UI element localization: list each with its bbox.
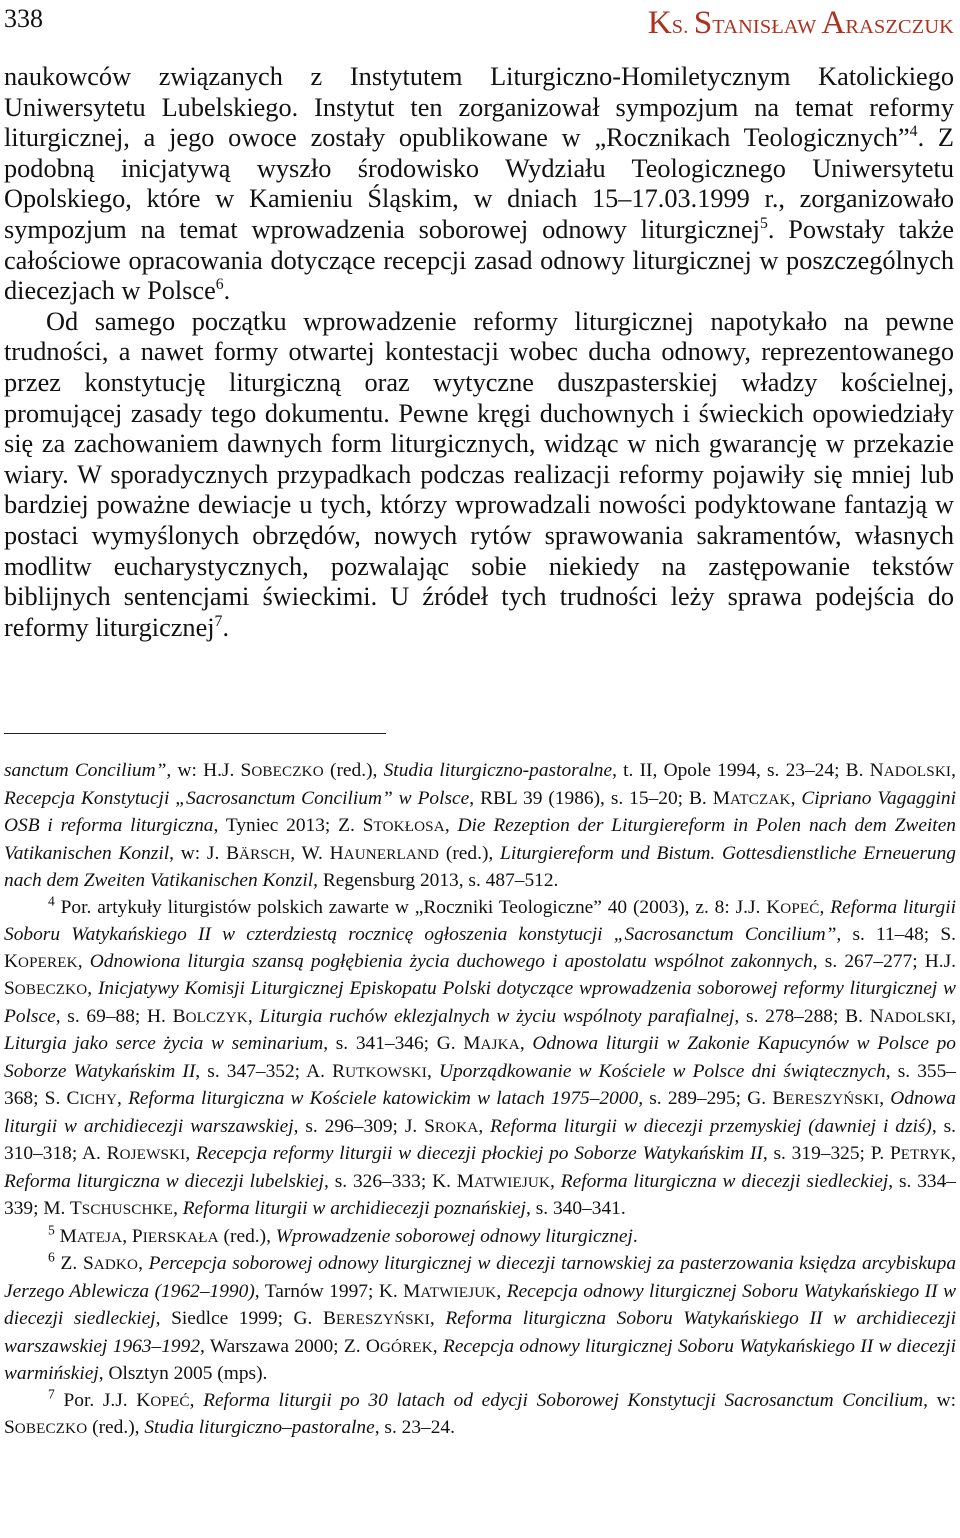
text-run: , t. II, Opole 1994, s. 23–24; B. xyxy=(612,760,870,781)
italic-title: Liturgiereform und Bistum. Gottesdienstliche Erneuerung nach dem Zweiten Vatikanischen Konzil xyxy=(4,842,956,891)
text-run: N xyxy=(869,1005,884,1027)
text-run: OBECZKO xyxy=(14,982,88,998)
text-run: , xyxy=(951,760,956,781)
footnote-7 xyxy=(4,1388,956,1443)
text-run: OBECZKO xyxy=(14,1421,88,1437)
text-run: (red.), xyxy=(439,842,501,864)
italic-title: Odnowa liturgii w archidiecezji warszawskiej xyxy=(4,1088,956,1137)
text-run: ATEJA xyxy=(76,1229,123,1246)
text-run: M xyxy=(712,787,730,809)
text-run: M xyxy=(59,1225,77,1247)
text-run: , xyxy=(77,950,90,972)
italic-title: Die Rezeption der Liturgiereform in Polen nach dem Zweiten Vatikanischen Konzil xyxy=(4,815,957,864)
text-run: K xyxy=(766,896,781,918)
text-run: , xyxy=(444,815,458,836)
text-run: AUNERLAND xyxy=(343,846,440,863)
italic-title: Reforma liturgiczna w Kościele katowickim w latach 1975–2000 xyxy=(128,1088,639,1109)
text-run: , s. 340–341. xyxy=(526,1198,626,1219)
text-run: , s. 11–48; S. xyxy=(836,924,957,945)
footnote-ref[interactable]: 4 xyxy=(909,123,918,141)
italic-title: Reforma liturgii w diecezji przemyskiej (dawniej i dziś) xyxy=(490,1115,932,1137)
footnote-5 xyxy=(4,1224,956,1252)
text-run: , Tarnów 1997; K. xyxy=(254,1280,404,1302)
text-run: , RBL 39 (1986), s. 15–20; B. xyxy=(469,787,713,809)
text-run: OPEĆ xyxy=(150,1393,190,1410)
text-run: M xyxy=(403,1280,421,1302)
text-run: M xyxy=(463,1033,481,1054)
paragraph: Od samego początku wprowadzenie reformy liturgicznej napotykało na pewne trudności, a nawet formy otwartej kontestacji wobec ducha odnowy, reprezentowanego przez konstytucję liturgiczną oraz wytyczne duszpasterskiej władzy kościelnej, promującej zasady tego dokumentu. Pewne kręgi duchownych i świeckich opowiedziały się za zachowaniem dawnych form liturgicznych, widząc w nich gwarancję w przekazie wiary. W sporadycznych przypadkach podczas realizacji reformy pojawiły się mniej lub bardziej poważne dewiacje u tych, którzy wprowadzali nowości podyktowane fantazją w postaci wymyślonych obrzędów, nowych rytów sprawowania sakramentów, własnych modlitw eucharystycznych, pozwalając sobie niekiedy na zastępowanie tekstów biblijnych sentencjami świeckimi. U źródeł tych trudności leży sprawa podejścia do reformy liturgicznej$^7$. xyxy=(4,306,954,642)
footnote-number: 6 xyxy=(48,1249,55,1265)
italic-title: Percepcja soborowej odnowy liturgicznej w diecezji tarnowskiej za pasterzowania księdza arcybiskupa Jerzego Ablewicza (1962–1990) xyxy=(4,1253,957,1302)
body-text xyxy=(4,62,954,643)
text-run: T xyxy=(69,1198,82,1219)
text-run: , xyxy=(432,1335,443,1357)
text-run: S xyxy=(82,1253,94,1274)
text-run: , xyxy=(87,978,98,999)
text-run: P xyxy=(131,1225,143,1247)
text-run: , xyxy=(189,1389,204,1411)
text-run: IERSKAŁA xyxy=(142,1229,219,1246)
text-run: , xyxy=(138,1253,149,1274)
text-run: O xyxy=(365,1335,380,1357)
text-run: , xyxy=(550,1170,561,1192)
text-run: R xyxy=(106,1143,120,1164)
text-run: . xyxy=(632,1225,638,1247)
text-run: B xyxy=(172,1005,186,1027)
footnote-number: 5 xyxy=(48,1222,55,1238)
text-run: P xyxy=(890,1143,901,1164)
text-run: ADOLSKI xyxy=(883,764,952,780)
footnote-continuation xyxy=(4,758,956,895)
text-run: , xyxy=(429,1308,446,1329)
italic-title: Recepcja reformy liturgii w diecezji płockiej po Soborze Watykańskim II xyxy=(195,1143,763,1164)
italic-title: Odnowiona liturgia szansą pogłębienia życia duchowego i apostolatu wspólnot zakonnych xyxy=(89,950,813,972)
italic-title: Studia liturgiczno-pastoralne xyxy=(383,760,613,781)
text-run: , xyxy=(122,1225,132,1247)
text-run: OPEĆ xyxy=(780,900,820,917)
text-run: , s. 289–295; G. xyxy=(638,1088,773,1109)
text-run: , xyxy=(790,787,802,809)
italic-title: Reforma liturgiczna w diecezji siedleckiej xyxy=(560,1170,889,1192)
text-run: N xyxy=(869,760,884,781)
text-run: R xyxy=(332,1060,346,1082)
text-run: B xyxy=(772,1088,786,1109)
running-head-author: KS. STANISŁAW ARASZCZUK xyxy=(647,4,954,41)
italic-title: Reforma liturgiczna Soboru Watykańskiego II w archidiecezji warszawskiej 1963–1992 xyxy=(4,1308,956,1357)
text-run: OBECZKO xyxy=(251,764,324,780)
text-run: B xyxy=(226,842,240,864)
text-run: ADOLSKI xyxy=(883,1009,952,1026)
text-run: Por. J.J. xyxy=(54,1389,137,1411)
italic-title: Liturgia ruchów eklezjalnych w życiu wspólnoty parafialnej xyxy=(259,1005,735,1027)
text-run: , s. 278–288; B. xyxy=(734,1005,870,1027)
text-run: , s. 347–352; A. xyxy=(195,1060,333,1082)
paragraph: naukowców związanych z Instytutem Liturgiczno-Homiletycznym Katolickiego Uniwersytetu Lubelskiego. Instytut ten zorganizował sympozjum na temat reformy liturgicznej, a jego owoce zostały opublikowane w „Rocznikach Teologicznych”$^4$. Z podobną inicjatywą wyszło środowisko Wydziału Teologicznego Uniwersytetu Opolskiego, które w Kamieniu Śląskim, w dniach 15–17.03.1999 r., zorganizowało sympozjum na temat wprowadzenia soborowej odnowy liturgicznej$^5$. Powstały także całościowe opracowania dotyczące recepcji zasad odnowy liturgicznej w poszczególnych diecezjach w Polsce$^6$. xyxy=(4,62,955,306)
text-run: H xyxy=(329,842,344,864)
italic-title: sanctum Concilium” xyxy=(4,760,167,781)
italic-title: Odnowa liturgii w Zakonie Kapucynów w Polsce po Soborze Watykańskim II xyxy=(4,1033,956,1082)
text-run: S xyxy=(240,760,252,781)
text-run: ERESZYŃSKI xyxy=(335,1312,430,1328)
text-run: , Warszawa 2000; Z. xyxy=(200,1335,366,1357)
text-run: ATCZAK xyxy=(729,791,791,808)
footnote-ref[interactable]: 5 xyxy=(759,215,768,233)
text-run: , xyxy=(247,1005,260,1027)
italic-title: Reforma liturgii Soboru Watykańskiego II w czterdziestą rocznicę ogłoszenia konstytucji „Sacrosanctum Concilium” xyxy=(4,896,957,945)
footnote-number: 7 xyxy=(48,1386,55,1402)
text-run: TOKŁOSA xyxy=(373,819,445,835)
footnote-ref[interactable]: 7 xyxy=(214,612,223,630)
page-header xyxy=(4,2,954,41)
italic-title: Wprowadzenie soborowej odnowy liturgicznej xyxy=(275,1225,633,1247)
text-run: , xyxy=(819,896,831,918)
text-run: ETRYK xyxy=(900,1147,952,1163)
text-run: AJKA xyxy=(480,1037,520,1053)
text-run: (red.), xyxy=(87,1417,145,1438)
text-run: GÓREK xyxy=(379,1339,433,1356)
text-run: S xyxy=(424,1115,435,1137)
text-run: OJEWSKI xyxy=(119,1147,186,1163)
text-run: , W. xyxy=(290,842,330,864)
text-run: , s. 341–346; G. xyxy=(323,1033,464,1054)
italic-title: Reforma liturgii po 30 latach od edycji Soborowej Konstytucji Sacrosanctum Concilium xyxy=(203,1389,924,1411)
footnote-6 xyxy=(4,1251,956,1388)
text-run: Z. xyxy=(54,1253,83,1274)
text-run: , w: H.J. xyxy=(166,760,241,781)
text-run: ROKA xyxy=(434,1119,479,1136)
text-run: C xyxy=(66,1088,80,1109)
text-run: M xyxy=(456,1170,475,1192)
text-run: , xyxy=(519,1033,533,1054)
footnotes xyxy=(4,758,956,1443)
italic-title: Cipriano Vagaggini OSB i reforma liturgiczna xyxy=(4,787,957,836)
text-run: , xyxy=(117,1088,129,1109)
text-run: UTKOWSKI xyxy=(345,1064,427,1081)
text-run: S xyxy=(4,978,15,999)
text-run: , w: xyxy=(923,1389,956,1411)
text-run: S xyxy=(362,815,374,836)
text-run: ICHY xyxy=(79,1092,118,1108)
text-run: , s. 69–88; H. xyxy=(55,1005,173,1027)
text-run: K xyxy=(136,1389,151,1411)
text-run: , s. 326–333; K. xyxy=(324,1170,457,1192)
text-run: , s. 334–339; M. xyxy=(4,1170,957,1219)
italic-title: Liturgia jako serce życia w seminarium xyxy=(4,1033,324,1054)
italic-title: Studia liturgiczno–pastoralne xyxy=(144,1417,375,1438)
text-run: , xyxy=(879,1088,891,1109)
footnote-separator xyxy=(4,733,386,734)
text-run: ADKO xyxy=(93,1257,139,1273)
text-run: Por. artykuły liturgistów polskich zawarte w „Roczniki Teologiczne” 40 (2003), z. 8: J.J. xyxy=(54,896,767,918)
text-run: OPEREK xyxy=(18,954,78,971)
footnote-4 xyxy=(4,895,956,1224)
text-run: ERESZYŃSKI xyxy=(785,1092,880,1108)
text-run: , s. 310–318; A. xyxy=(4,1115,957,1164)
text-run: , xyxy=(478,1115,491,1137)
text-run: (red.), xyxy=(323,760,384,781)
text-run: , xyxy=(185,1143,196,1164)
text-run: , s. 355–368; S. xyxy=(4,1060,957,1109)
text-run: K xyxy=(4,950,19,972)
italic-title: Reforma liturgii w archidiecezji poznańskiej xyxy=(182,1198,527,1219)
italic-title: Recepcja Konstytucji „Sacrosanctum Concilium” w Polsce xyxy=(4,787,470,809)
italic-title: Recepcja odnowy liturgicznej Soboru Watykańskiego II w diecezji siedleckiej xyxy=(4,1280,957,1329)
text-run: (red.), xyxy=(218,1225,276,1247)
italic-title: Recepcja odnowy liturgicznej Soboru Watykańskiego II w diecezji warmińskiej xyxy=(4,1335,956,1384)
italic-title: Inicjatywy Komisji Liturgicznej Episkopatu Polski dotyczące wprowadzenia soborowej reformy liturgicznej w Polsce xyxy=(4,978,956,1027)
text-run: , xyxy=(173,1198,183,1219)
text-run: ATWIEJUK xyxy=(474,1174,551,1191)
text-run: OLCZYK xyxy=(185,1009,248,1026)
text-run: , s. 319–325; P. xyxy=(762,1143,890,1164)
text-run: ATWIEJUK xyxy=(420,1284,497,1301)
text-run: , w: J. xyxy=(169,842,227,864)
text-run: , xyxy=(496,1280,507,1302)
text-run: , Regensburg 2013, s. 487–512. xyxy=(313,870,559,891)
text-run: S xyxy=(4,1417,15,1438)
text-run: , s. 23–24. xyxy=(374,1417,455,1438)
text-run: , s. 267–277; H.J. xyxy=(812,950,956,972)
text-run: , xyxy=(951,1005,956,1027)
page-number: 338 xyxy=(4,4,43,33)
italic-title: Reforma liturgiczna w diecezji lubelskiej xyxy=(4,1170,324,1192)
text-run: , xyxy=(426,1060,439,1082)
text-run: , xyxy=(951,1143,956,1164)
text-run: , Tyniec 2013; Z. xyxy=(213,815,363,836)
text-run: , Siedlce 1999; G. xyxy=(155,1308,324,1329)
text-run: , s. 296–309; J. xyxy=(293,1115,425,1137)
text-run: ÄRSCH xyxy=(239,846,291,863)
italic-title: Uporządkowanie w Kościele w Polsce dni świątecznych xyxy=(438,1060,886,1082)
footnote-ref[interactable]: 6 xyxy=(215,276,224,294)
text-run: B xyxy=(323,1308,336,1329)
text-run: , Olsztyn 2005 (mps). xyxy=(98,1363,268,1384)
text-run: SCHUSCHKE xyxy=(81,1202,174,1218)
footnote-number: 4 xyxy=(48,893,55,909)
